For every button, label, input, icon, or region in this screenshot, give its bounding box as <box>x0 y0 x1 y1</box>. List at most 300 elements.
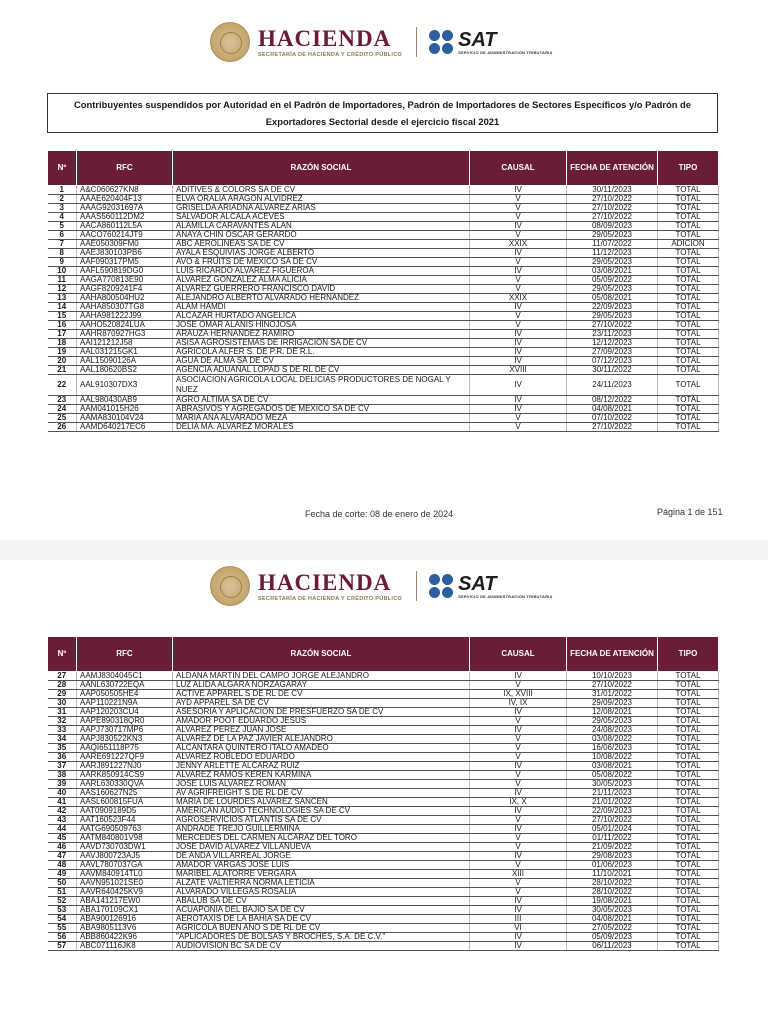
cell-causal: IV <box>470 726 567 735</box>
cell-tipo: TOTAL <box>658 843 719 852</box>
cell-fecha: 24/08/2023 <box>567 726 658 735</box>
cell-tipo: ADICION <box>658 240 719 249</box>
cell-tipo: TOTAL <box>658 933 719 942</box>
cell-razon: ALVAREZ DE LA PAZ JAVIER ALEJANDRO <box>173 735 470 744</box>
sat-subtitle: SERVICIO DE ADMINISTRACIÓN TRIBUTARIA <box>458 593 553 599</box>
cell-num: 17 <box>48 330 77 339</box>
cell-tipo: TOTAL <box>658 690 719 699</box>
hacienda-subtitle: SECRETARÍA DE HACIENDA Y CRÉDITO PÚBLICO <box>258 51 403 58</box>
table-row <box>48 312 719 321</box>
cell-tipo: TOTAL <box>658 753 719 762</box>
cell-causal: V <box>470 285 567 294</box>
cell-num: 51 <box>48 888 77 897</box>
cell-fecha: 19/08/2021 <box>567 897 658 906</box>
cell-fecha: 28/10/2022 <box>567 879 658 888</box>
hacienda-title: HACIENDA <box>258 25 392 51</box>
col-header-num: Nº <box>48 151 77 186</box>
cell-tipo: TOTAL <box>658 339 719 348</box>
cell-fecha: 08/12/2022 <box>567 396 658 405</box>
cell-rfc: AAHA800504HU2 <box>77 294 173 303</box>
cell-num: 33 <box>48 726 77 735</box>
table-row <box>48 807 719 816</box>
table-row <box>48 240 719 249</box>
cell-razon: ADITIVES & COLORS SA DE CV <box>173 186 470 195</box>
cell-fecha: 30/05/2023 <box>567 906 658 915</box>
cell-fecha: 21/09/2022 <box>567 843 658 852</box>
cell-razon: MARIBEL ALATORRE VERGARA <box>173 870 470 879</box>
cell-tipo: TOTAL <box>658 798 719 807</box>
cell-fecha: 12/12/2023 <box>567 339 658 348</box>
taxpayers-table-page-1 <box>47 150 719 432</box>
cell-rfc: ABA170109CX1 <box>77 906 173 915</box>
cell-rfc: AAS160627N25 <box>77 789 173 798</box>
cell-num: 50 <box>48 879 77 888</box>
cell-tipo: TOTAL <box>658 708 719 717</box>
cell-num: 37 <box>48 762 77 771</box>
logo-divider <box>416 27 417 57</box>
cell-fecha: 27/10/2022 <box>567 204 658 213</box>
cell-razon: ABALUB SA DE CV <box>173 897 470 906</box>
cell-num: 8 <box>48 249 77 258</box>
cell-causal: V <box>470 753 567 762</box>
col-header-causal: CAUSAL <box>470 637 567 672</box>
table-row <box>48 906 719 915</box>
cell-tipo: TOTAL <box>658 396 719 405</box>
cell-razon: ALVAREZ RAMOS KEREN KARMINA <box>173 771 470 780</box>
table-row <box>48 735 719 744</box>
cell-num: 55 <box>48 924 77 933</box>
cell-razon: ANDRADE TREJO GUILLERMINA <box>173 825 470 834</box>
cell-fecha: 06/11/2023 <box>567 942 658 951</box>
cell-causal: V <box>470 204 567 213</box>
col-header-causal: CAUSAL <box>470 151 567 186</box>
cell-razon: JOSE LUIS ALVAREZ ROMAN <box>173 780 470 789</box>
cell-tipo: TOTAL <box>658 771 719 780</box>
cell-num: 20 <box>48 357 77 366</box>
cell-num: 23 <box>48 396 77 405</box>
cell-razon: AMADOR VARGAS JOSE LUIS <box>173 861 470 870</box>
cell-causal: XXIX <box>470 240 567 249</box>
cell-rfc: ABA141217EW0 <box>77 897 173 906</box>
cell-num: 43 <box>48 816 77 825</box>
cell-rfc: AAGA770813E90 <box>77 276 173 285</box>
document-page-2 <box>0 560 768 1024</box>
cell-tipo: TOTAL <box>658 312 719 321</box>
cell-causal: V <box>470 717 567 726</box>
header-logos <box>210 22 553 62</box>
table-row <box>48 771 719 780</box>
table-row <box>48 861 719 870</box>
cell-razon: AGRICOLA BUEN AÑO S DE RL DE CV <box>173 924 470 933</box>
col-header-fecha: FECHA DE ATENCIÓN <box>567 637 658 672</box>
cell-fecha: 07/12/2023 <box>567 357 658 366</box>
table-row <box>48 285 719 294</box>
cell-tipo: TOTAL <box>658 258 719 267</box>
cell-tipo: TOTAL <box>658 672 719 681</box>
cell-fecha: 05/08/2022 <box>567 771 658 780</box>
cell-tipo: TOTAL <box>658 186 719 195</box>
cell-razon: ALAMILLA CARAVANTES ALAN <box>173 222 470 231</box>
table-row <box>48 798 719 807</box>
sat-dots-icon <box>429 574 453 598</box>
cell-fecha: 21/11/2023 <box>567 789 658 798</box>
hacienda-subtitle: SECRETARÍA DE HACIENDA Y CRÉDITO PÚBLICO <box>258 595 403 602</box>
cell-fecha: 04/08/2021 <box>567 915 658 924</box>
cell-rfc: ABB860422K96 <box>77 933 173 942</box>
cell-rfc: AAVD730703DW1 <box>77 843 173 852</box>
cell-causal: XVIII <box>470 366 567 375</box>
cell-tipo: TOTAL <box>658 414 719 423</box>
cell-fecha: 22/09/2023 <box>567 303 658 312</box>
cell-causal: IV <box>470 942 567 951</box>
cell-causal: IV <box>470 357 567 366</box>
mexico-seal-icon <box>210 566 250 606</box>
cell-causal: XXIX <box>470 294 567 303</box>
cell-tipo: TOTAL <box>658 213 719 222</box>
cell-causal: V <box>470 879 567 888</box>
cell-rfc: AAHA981222J99 <box>77 312 173 321</box>
cell-tipo: TOTAL <box>658 915 719 924</box>
cell-fecha: 29/05/2023 <box>567 717 658 726</box>
cell-causal: IV <box>470 303 567 312</box>
cell-tipo: TOTAL <box>658 906 719 915</box>
cell-causal: IV <box>470 825 567 834</box>
cell-fecha: 10/08/2022 <box>567 753 658 762</box>
taxpayers-table-page-2 <box>47 636 719 951</box>
cell-num: 56 <box>48 933 77 942</box>
cell-rfc: AAMD640217EC6 <box>77 423 173 432</box>
cell-rfc: AAHA850307TG8 <box>77 303 173 312</box>
cell-causal: IX, X <box>470 798 567 807</box>
cell-tipo: TOTAL <box>658 825 719 834</box>
hacienda-title: HACIENDA <box>258 569 392 595</box>
table-row <box>48 357 719 366</box>
cell-num: 31 <box>48 708 77 717</box>
cell-causal: IV <box>470 906 567 915</box>
cell-num: 19 <box>48 348 77 357</box>
cell-causal: VI <box>470 924 567 933</box>
cell-razon: ASESORIA Y APLICACION DE PRESFUERZO SA DE CV <box>173 708 470 717</box>
cutoff-date: Fecha de corte: 08 de enero de 2024 <box>305 509 454 519</box>
cell-razon: ALVAREZ GUERRERO FRANCISCO DAVID <box>173 285 470 294</box>
cell-razon: AVO & FRUITS DE MEXICO SA DE CV <box>173 258 470 267</box>
table-row <box>48 690 719 699</box>
cell-fecha: 27/10/2022 <box>567 816 658 825</box>
table-row <box>48 681 719 690</box>
cell-fecha: 11/12/2023 <box>567 249 658 258</box>
cell-rfc: AAL15090126A <box>77 357 173 366</box>
cell-rfc: AAVN951021SE0 <box>77 879 173 888</box>
cell-causal: IV <box>470 789 567 798</box>
cell-causal: IV <box>470 249 567 258</box>
cell-tipo: TOTAL <box>658 744 719 753</box>
cell-razon: "APLICADORES DE BOLSAS Y BROCHES, S.A. DE C.V." <box>173 933 470 942</box>
cell-fecha: 29/05/2023 <box>567 285 658 294</box>
cell-rfc: AAQI651118P75 <box>77 744 173 753</box>
cell-causal: V <box>470 423 567 432</box>
cell-rfc: AAHO520824LUA <box>77 321 173 330</box>
cell-rfc: AAEJ830103PB6 <box>77 249 173 258</box>
table-row <box>48 204 719 213</box>
table-row <box>48 717 719 726</box>
cell-fecha: 27/05/2022 <box>567 924 658 933</box>
cell-rfc: AAP120203CU4 <box>77 708 173 717</box>
cell-tipo: TOTAL <box>658 735 719 744</box>
cell-rfc: AAM041015H26 <box>77 405 173 414</box>
table-row <box>48 924 719 933</box>
cell-razon: ALCANTARA QUINTERO ITALO AMADEO <box>173 744 470 753</box>
cell-razon: ARAUZA HERNANDEZ RAMIRO <box>173 330 470 339</box>
cell-tipo: TOTAL <box>658 726 719 735</box>
cell-razon: MARIA DE LOURDES ALVAREZ SANCEN <box>173 798 470 807</box>
cell-fecha: 03/08/2022 <box>567 735 658 744</box>
cell-causal: IV <box>470 222 567 231</box>
cell-causal: IV <box>470 897 567 906</box>
cell-razon: ALDANA MARTIN DEL CAMPO JORGE ALEJANDRO <box>173 672 470 681</box>
cell-causal: IV <box>470 330 567 339</box>
cell-tipo: TOTAL <box>658 348 719 357</box>
cell-num: 49 <box>48 870 77 879</box>
table-row <box>48 222 719 231</box>
mexico-seal-icon <box>210 22 250 62</box>
cell-fecha: 03/08/2021 <box>567 762 658 771</box>
cell-razon: ASISA AGROSISTEMAS DE IRRIGACION SA DE CV <box>173 339 470 348</box>
table-row <box>48 258 719 267</box>
cell-causal: V <box>470 771 567 780</box>
cell-causal: V <box>470 231 567 240</box>
cell-tipo: TOTAL <box>658 330 719 339</box>
cell-fecha: 05/01/2024 <box>567 825 658 834</box>
cell-tipo: TOTAL <box>658 807 719 816</box>
cell-num: 28 <box>48 681 77 690</box>
cell-fecha: 12/08/2021 <box>567 708 658 717</box>
cell-rfc: AAL031215GK1 <box>77 348 173 357</box>
sat-logo <box>458 574 552 599</box>
cell-fecha: 01/06/2023 <box>567 861 658 870</box>
cell-causal: IV <box>470 807 567 816</box>
cell-rfc: AAGF8209241F4 <box>77 285 173 294</box>
cell-causal: V <box>470 861 567 870</box>
cell-rfc: AAF090317PM5 <box>77 258 173 267</box>
cell-causal: III <box>470 915 567 924</box>
col-header-rfc: RFC <box>77 151 173 186</box>
table-row <box>48 276 719 285</box>
cell-rfc: AARJ891227NJ0 <box>77 762 173 771</box>
cell-num: 32 <box>48 717 77 726</box>
table-row <box>48 897 719 906</box>
cell-num: 9 <box>48 258 77 267</box>
col-header-rfc: RFC <box>77 637 173 672</box>
cell-num: 53 <box>48 906 77 915</box>
cell-num: 12 <box>48 285 77 294</box>
cell-tipo: TOTAL <box>658 303 719 312</box>
cell-razon: GRISELDA ARIADNA ALVAREZ ARIAS <box>173 204 470 213</box>
table-row <box>48 834 719 843</box>
cell-num: 34 <box>48 735 77 744</box>
cell-tipo: TOTAL <box>658 276 719 285</box>
cell-fecha: 29/05/2023 <box>567 231 658 240</box>
sat-title: SAT <box>458 572 497 595</box>
cell-num: 44 <box>48 825 77 834</box>
table-row <box>48 414 719 423</box>
cell-causal: V <box>470 321 567 330</box>
cell-rfc: AAP110221N9A <box>77 699 173 708</box>
cell-razon: ALEJANDRO ALBERTO ALVARADO HERNANDEZ <box>173 294 470 303</box>
cell-tipo: TOTAL <box>658 816 719 825</box>
cell-num: 39 <box>48 780 77 789</box>
cell-fecha: 05/08/2021 <box>567 294 658 303</box>
table-row <box>48 423 719 432</box>
cell-num: 1 <box>48 186 77 195</box>
cell-fecha: 30/05/2023 <box>567 780 658 789</box>
cell-fecha: 27/10/2022 <box>567 321 658 330</box>
cell-causal: IV <box>470 186 567 195</box>
cell-num: 36 <box>48 753 77 762</box>
cell-razon: ALCAZAR HURTADO ANGELICA <box>173 312 470 321</box>
cell-rfc: AACA860112L5A <box>77 222 173 231</box>
cell-razon: AV AGRIFREIGHT S DE RL DE CV <box>173 789 470 798</box>
cell-num: 41 <box>48 798 77 807</box>
cell-rfc: AARK850914CS9 <box>77 771 173 780</box>
table-row <box>48 744 719 753</box>
page-gap <box>0 540 768 560</box>
col-header-razon: RAZÓN SOCIAL <box>173 151 470 186</box>
cell-tipo: TOTAL <box>658 294 719 303</box>
table-header-row <box>48 637 719 672</box>
cell-num: 38 <box>48 771 77 780</box>
cell-rfc: AASL600815FUA <box>77 798 173 807</box>
table-row <box>48 213 719 222</box>
cell-fecha: 16/06/2023 <box>567 744 658 753</box>
cell-tipo: TOTAL <box>658 357 719 366</box>
sat-logo <box>458 30 552 55</box>
cell-num: 3 <box>48 204 77 213</box>
cell-rfc: AAPJ730717MP6 <box>77 726 173 735</box>
table-row <box>48 186 719 195</box>
table-row <box>48 879 719 888</box>
cell-fecha: 21/01/2022 <box>567 798 658 807</box>
table-row <box>48 942 719 951</box>
cell-razon: AGENCIA ADUANAL LOPAD S DE RL DE CV <box>173 366 470 375</box>
cell-tipo: TOTAL <box>658 405 719 414</box>
cell-razon: MARIA ANA ALVARADO MEZA <box>173 414 470 423</box>
cell-num: 6 <box>48 231 77 240</box>
cell-razon: DE ANDA VILLARREAL JORGE <box>173 852 470 861</box>
table-row <box>48 249 719 258</box>
cell-fecha: 29/09/2023 <box>567 699 658 708</box>
cell-causal: IV, IX <box>470 699 567 708</box>
cell-rfc: AACO760214JT9 <box>77 231 173 240</box>
col-header-tipo: TIPO <box>658 151 719 186</box>
table-row <box>48 396 719 405</box>
cell-causal: IV <box>470 339 567 348</box>
cell-num: 26 <box>48 423 77 432</box>
table-row <box>48 753 719 762</box>
table-row <box>48 816 719 825</box>
sat-dots-icon <box>429 30 453 54</box>
table-header-row <box>48 151 719 186</box>
hacienda-logo <box>258 27 402 58</box>
cell-razon: AYD APPAREL SA DE CV <box>173 699 470 708</box>
cell-razon: AGUA DE ALMA SA DE CV <box>173 357 470 366</box>
cell-rfc: AAVJ800723AJ5 <box>77 852 173 861</box>
cell-tipo: TOTAL <box>658 942 719 951</box>
cell-razon: AMERICAN AUDIO TECHNOLOGIES SA DE CV <box>173 807 470 816</box>
cell-fecha: 22/09/2023 <box>567 807 658 816</box>
cell-rfc: AAAE620404F13 <box>77 195 173 204</box>
table-row <box>48 888 719 897</box>
table-row <box>48 870 719 879</box>
cell-razon: LUZ ALIDA ALGARA NORZAGARAY <box>173 681 470 690</box>
cell-tipo: TOTAL <box>658 897 719 906</box>
cell-rfc: A&C060627KN8 <box>77 186 173 195</box>
sat-title: SAT <box>458 28 497 51</box>
cell-razon: AUDIOVISION BC SA DE CV <box>173 942 470 951</box>
cell-fecha: 27/09/2023 <box>567 348 658 357</box>
cell-rfc: AAHR870927HG3 <box>77 330 173 339</box>
cell-razon: JOSE DAVID ALVAREZ VILLANUEVA <box>173 843 470 852</box>
cell-razon: DELIA MA. ALVAREZ MORALES <box>173 423 470 432</box>
cell-razon: ACUAPONIA DEL BAJIO SA DE CV <box>173 906 470 915</box>
table-row <box>48 330 719 339</box>
cell-num: 24 <box>48 405 77 414</box>
cell-tipo: TOTAL <box>658 321 719 330</box>
cell-causal: IV <box>470 375 567 396</box>
cell-rfc: AAMA830104V24 <box>77 414 173 423</box>
cell-fecha: 28/10/2022 <box>567 888 658 897</box>
cell-num: 11 <box>48 276 77 285</box>
cell-razon: ALZATE VALTIERRA NORMA LETICIA <box>173 879 470 888</box>
table-row <box>48 852 719 861</box>
cell-fecha: 03/08/2021 <box>567 267 658 276</box>
table-row <box>48 231 719 240</box>
table-body-page-1 <box>48 186 719 432</box>
logo-divider <box>416 571 417 601</box>
cell-num: 48 <box>48 861 77 870</box>
cell-tipo: TOTAL <box>658 762 719 771</box>
cell-num: 57 <box>48 942 77 951</box>
cell-causal: V <box>470 276 567 285</box>
cell-rfc: AAT160523F44 <box>77 816 173 825</box>
cell-tipo: TOTAL <box>658 195 719 204</box>
cell-tipo: TOTAL <box>658 249 719 258</box>
cell-num: 52 <box>48 897 77 906</box>
cell-fecha: 05/09/2022 <box>567 276 658 285</box>
cell-fecha: 11/10/2021 <box>567 870 658 879</box>
table-row <box>48 762 719 771</box>
cell-razon: ABRASIVOS Y AGREGADOS DE MEXICO SA DE CV <box>173 405 470 414</box>
cell-num: 35 <box>48 744 77 753</box>
cell-tipo: TOTAL <box>658 780 719 789</box>
cell-rfc: AARE691227QF9 <box>77 753 173 762</box>
cell-num: 10 <box>48 267 77 276</box>
table-row <box>48 321 719 330</box>
table-row <box>48 726 719 735</box>
cell-causal: V <box>470 681 567 690</box>
cell-fecha: 23/11/2023 <box>567 330 658 339</box>
cell-num: 14 <box>48 303 77 312</box>
cell-fecha: 05/09/2023 <box>567 933 658 942</box>
cell-rfc: AAAG92031697A <box>77 204 173 213</box>
cell-tipo: TOTAL <box>658 681 719 690</box>
cell-causal: V <box>470 888 567 897</box>
cell-fecha: 27/10/2022 <box>567 681 658 690</box>
cell-tipo: TOTAL <box>658 204 719 213</box>
cell-causal: IX, XVIII <box>470 690 567 699</box>
cell-causal: IV <box>470 348 567 357</box>
cell-tipo: TOTAL <box>658 717 719 726</box>
table-row <box>48 303 719 312</box>
